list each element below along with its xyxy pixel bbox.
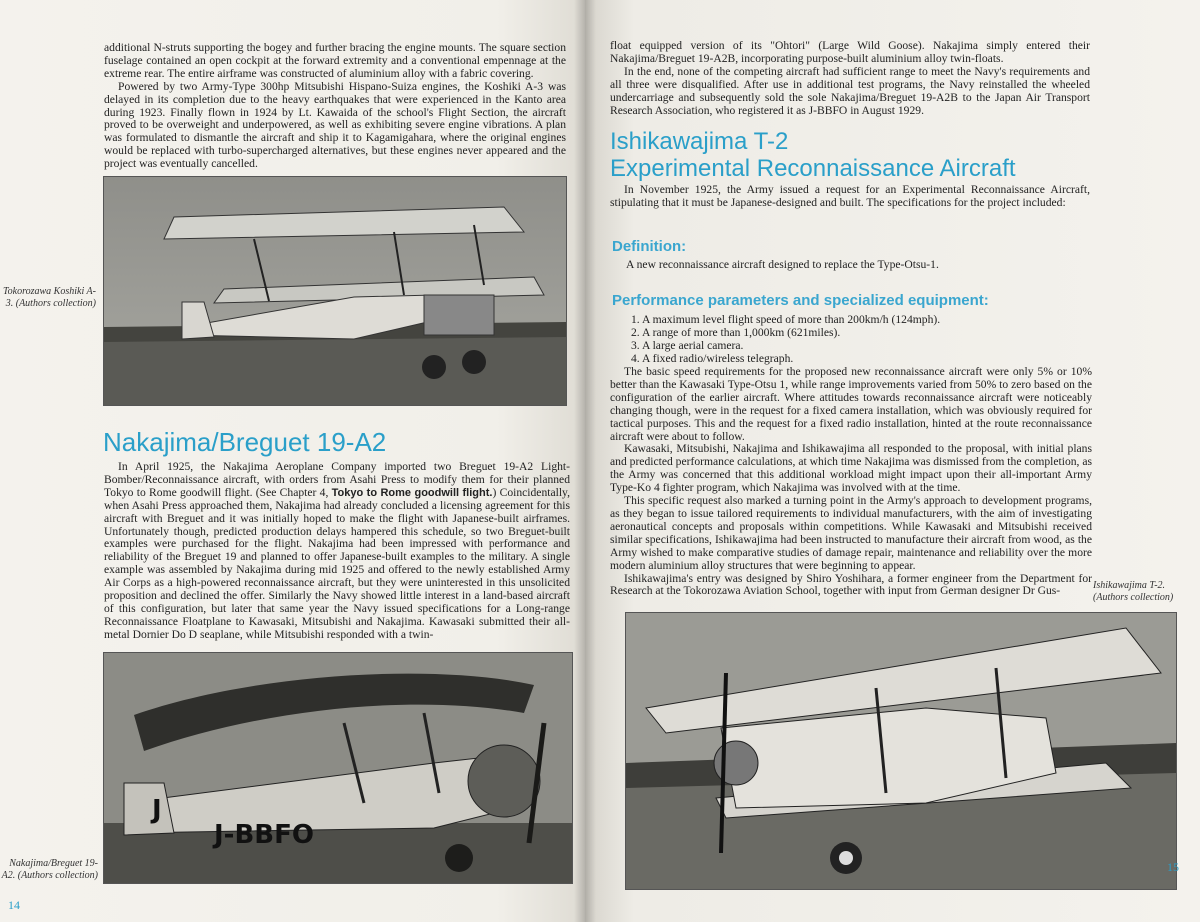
section-heading-ishikawajima [610, 128, 1016, 182]
section-heading-nakajima-breguet: Nakajima/Breguet 19-A2 [103, 427, 387, 457]
ishikawajima-paragraph-1: The basic speed requirements for the proposed new reconnaissance aircraft were only 5% or 10% better than the Kawasaki Type-Otsu 1, while range improvements varied from 50% to zero based on the configuration of the earlier aircraft. Where attitudes towards reconnaissance aircraft were noticeably changing though, were in the request for a fixed camera installation, which was obviously required for tactical purposes. This and the request for a fixed radio installation, hinted at the route reconnaissance aircraft were about to follow. [610, 365, 1092, 443]
book-gutter-shadow [574, 0, 596, 922]
performance-list [631, 314, 1081, 366]
photo-koshiki-a3-caption: Tokorozawa Koshiki A-3. (Authors collection) [3, 286, 96, 309]
koshiki-a3-illustration [104, 177, 566, 405]
right-page [585, 0, 1200, 922]
performance-item-3: 3. A large aerial camera. [631, 338, 744, 352]
definition-text-block [612, 259, 1082, 272]
photo-koshiki-a3 [103, 176, 567, 406]
right-top-paragraph-2: In the end, none of the competing aircraft had sufficient range to meet the Navy's requirements and all three were disqualified. After use in additional test programs, the Navy reinstalled the wheeled undercarriage and subsequently sold the sole Nakajima/Breguet 19-A2B to the Japan Air Transport Research Association, who registered it as J-BBFO in August 1929. [610, 64, 1090, 117]
left-intro-text [104, 42, 566, 171]
paragraph-text-part-1: In April 1925, the Nakajima Aeroplane Company imported two Breguet 19-A2 Light-Bomber/Reconnaissance aircraft, with orders from Asahi Press to modify them for their planned Tokyo to Rome goodwill flight. (See Chapter 4, [104, 460, 570, 499]
page-number-left: 14 [8, 898, 20, 912]
photo-nakajima-breguet [103, 652, 573, 884]
performance-item-4: 4. A fixed radio/wireless telegraph. [631, 351, 794, 365]
right-top-text [610, 40, 1090, 117]
ishikawajima-paragraph-2: Kawasaki, Mitsubishi, Nakajima and Ishikawajima all responded to the proposal, with initial plans and predicted performance calculations, at which time Nakajima was dismissed from the completion, as the Army was concerned that this additional workload might impact upon their all-important Army Type-Ko 4 fighter program, which Nakajima was involved with at the time. [610, 442, 1092, 495]
photo-ishikawajima-caption: Ishikawajima T-2. (Authors collection) [1093, 580, 1174, 603]
registration-marking: J-BBFO [214, 820, 314, 850]
ishikawajima-intro [610, 184, 1090, 210]
paragraph-text-part-2: ) Coincidentally, when Asahi Press approached them, Nakajima had already concluded a licensing agreement for this aircraft with Breguet and it was initially hoped to make the flight with Japanese-built airframes. Unfortunately though, predicted production delays hampered this schedule, so two Breguet-built examples were purchased for the flight. Nakajima had been impressed with performance and reliability of the Breguet 19 and planned to offer Japanese-built examples to the military. A single example was assembled by Nakajima during mid 1925 and offered to the newly established Army Air Corps as a high-powered reconnaissance aircraft, but they were uninterested in this unsolicited proposition and declined the offer. Similarly the Navy showed little interest in a land-based aircraft of this configuration, but later that same year the Navy issued specifications for a Long-range Reconnaissance Floatplane to Kawasaki, Mitsubishi and Nakajima. Kawasaki submitted their all-metal Dornier Do D seaplane, while Mitsubishi responded with a twin- [104, 485, 570, 641]
ishikawajima-intro-paragraph: In November 1925, the Army issued a request for an Experimental Reconnaissance Aircraft, stipulating that it must be Japanese-designed and built. The specifications for the project included: [610, 183, 1090, 209]
photo-nakajima-breguet-caption: Nakajima/Breguet 19-A2. (Authors collection) [1, 858, 98, 881]
performance-heading: Performance parameters and specialized equipment: [612, 292, 989, 309]
ishikawajima-body [610, 366, 1092, 598]
heading-line-2: Experimental Reconnaissance Aircraft [610, 155, 1016, 182]
heading-line-1: Ishikawajima T-2 [610, 128, 789, 155]
ishikawajima-paragraph-3: This specific request also marked a turning point in the Army's approach to development programs, as they began to issue tailored requirements to individual manufacturers, with the aim of investigating aeronautical concepts and proposals within competitions. While Kawasaki and Mitsubishi received similar specifications, Ishikawajima had been instructed to manufacture their aircraft from wood, as the Army wished to make comparative studies of damage repair, maintenance and reliability over the more modern aluminium alloy structures that were beginning to appear. [610, 494, 1092, 572]
ishikawajima-t2-illustration [626, 613, 1176, 889]
nakajima-breguet-paragraph [104, 461, 570, 642]
right-top-paragraph-1: float equipped version of its "Ohtori" (Large Wild Goose). Nakajima simply entered their Nakajima/Breguet 19-A2B, incorporating purpose-built aluminium alloy twin-floats. [610, 39, 1090, 65]
performance-item-1: 1. A maximum level flight speed of more than 200km/h (124mph). [631, 313, 941, 326]
chapter-reference: Tokyo to Rome goodwill flight. [331, 486, 493, 499]
nakajima-breguet-illustration [104, 653, 572, 883]
left-page [0, 0, 585, 922]
page-number-right: 15 [1167, 860, 1179, 874]
photo-ishikawajima-t2 [625, 612, 1177, 890]
left-intro-paragraph-2: Powered by two Army-Type 300hp Mitsubishi Hispano-Suiza engines, the Koshiki A-3 was delayed in its completion due to the heavy earthquakes that were experienced in the Kanto area during 1923. Finally flown in 1924 by Lt. Kawaida of the school's Flight Section, the aircraft proved to be overweight and underpowered, as well as exhibiting severe engine vibrations. A plan was formulated to dismantle the aircraft and ship it to Kagamigahara, where the original engines would be replaced with turbo-supercharged alternatives, but these engines never appeared and the project was eventually cancelled. [104, 79, 566, 171]
definition-text: A new reconnaissance aircraft designed to replace the Type-Otsu-1. [626, 258, 939, 271]
performance-item-2: 2. A range of more than 1,000km (621miles). [631, 325, 841, 339]
ishikawajima-paragraph-4: Ishikawajima's entry was designed by Shiro Yoshihara, a former engineer from the Department for Research at the Tokorozawa Aviation School, together with input from German designer Dr Gus- [610, 571, 1092, 598]
definition-heading: Definition: [612, 238, 687, 255]
nakajima-breguet-body [104, 461, 570, 642]
left-intro-paragraph-1: additional N-struts supporting the bogey and further bracing the engine mounts. The square section fuselage contained an open cockpit at the forward extremity and a conventional empennage at the extreme rear. The entire airframe was constructed of aluminium alloy with a fabric covering. [104, 41, 566, 80]
fuselage-marking-j: J [152, 795, 162, 825]
